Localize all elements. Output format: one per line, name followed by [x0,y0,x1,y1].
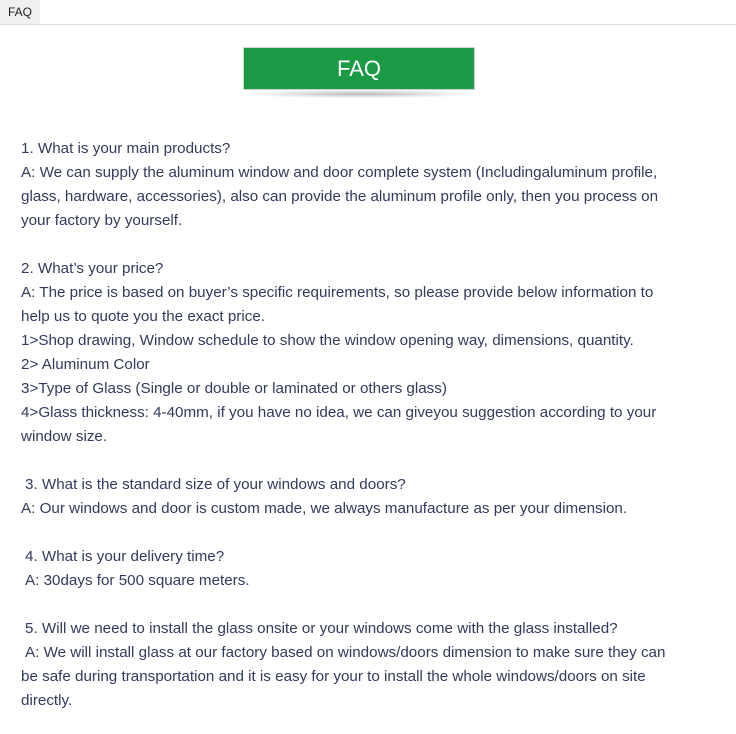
faq-answer-line: 2> Aluminum Color [21,356,150,373]
faq-item-2 [21,257,721,449]
faq-answer-line: directly. [21,692,73,709]
faq-item-3 [21,473,721,521]
faq-question: 5. Will we need to install the glass onsite or your windows come with the glass installed? [25,620,618,637]
faq-answer-line: help us to quote you the exact price. [21,308,266,325]
faq-question: 3. What is the standard size of your windows and doors? [25,476,406,493]
faq-question: 2. What’s your price? [21,260,164,277]
faq-answer-line: your factory by yourself. [21,212,183,229]
faq-question: 4. What is your delivery time? [25,548,225,565]
faq-list [21,137,721,713]
faq-item-5 [21,617,721,713]
spacer [21,593,721,617]
faq-item-1 [21,137,721,233]
faq-answer-line: 3>Type of Glass (Single or double or laminated or others glass) [21,380,447,397]
faq-answer-line: A: We can supply the aluminum window and door complete system (Includingaluminum profile, [21,164,658,181]
faq-header [243,47,475,93]
faq-answer-line: be safe during transportation and it is easy for your to install the whole windows/doors on site [21,668,646,685]
faq-answer-line: window size. [21,428,108,445]
spacer [21,233,721,257]
faq-answer-line: A: 30days for 500 square meters. [25,572,250,589]
top-bar [0,0,736,25]
faq-answer-line: 1>Shop drawing, Window schedule to show the window opening way, dimensions, quantity. [21,332,634,349]
header-shadow [247,90,473,98]
spacer [21,521,721,545]
tab-faq[interactable]: FAQ [0,0,40,24]
spacer [21,449,721,473]
faq-answer-line: A: Our windows and door is custom made, we always manufacture as per your dimension. [21,500,628,517]
faq-title-banner: FAQ [243,47,475,90]
faq-answer-line: 4>Glass thickness: 4-40mm, if you have no idea, we can giveyou suggestion according to your [21,404,657,421]
faq-question: 1. What is your main products? [21,140,231,157]
faq-answer-line: glass, hardware, accessories), also can provide the aluminum profile only, then you process on [21,188,659,205]
faq-answer-line: A: The price is based on buyer’s specific requirements, so please provide below information to [21,284,654,301]
faq-item-4 [21,545,721,593]
faq-answer-line: A: We will install glass at our factory based on windows/doors dimension to make sure they can [25,644,666,661]
